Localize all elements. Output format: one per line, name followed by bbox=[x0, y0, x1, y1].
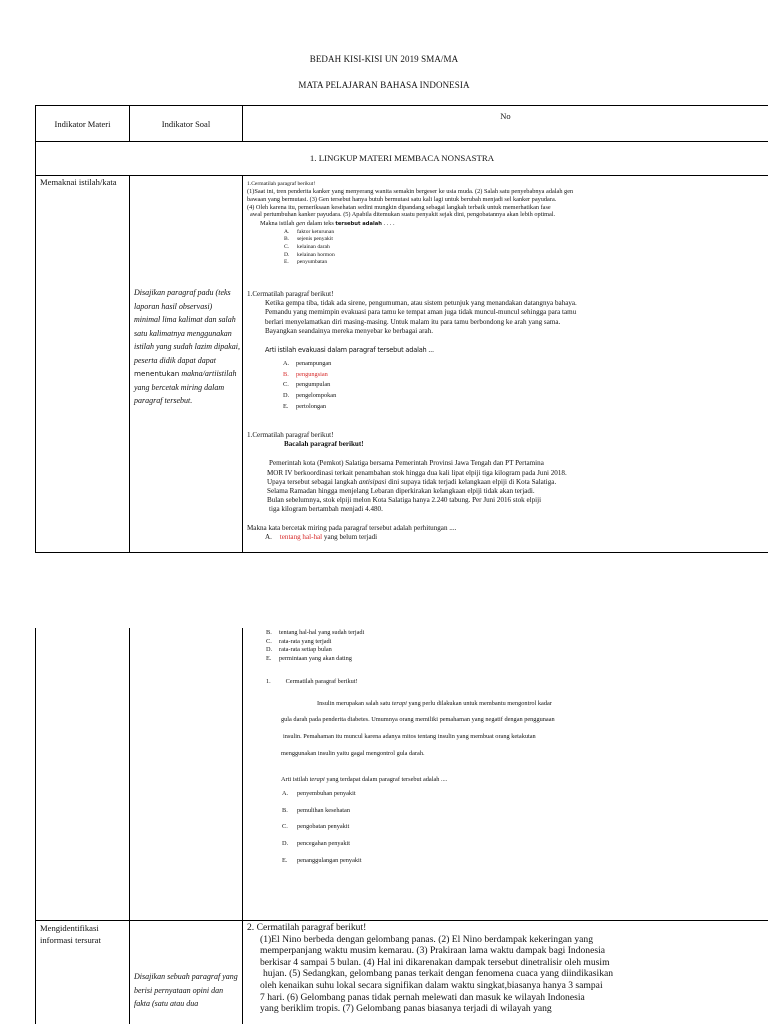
option: A. penyembuhan penyakit bbox=[282, 790, 356, 798]
question-block-1: 1.Cermatilah paragraf berikut! (1)Saat ini, tren penderita kanker yang menyerang wanita semakin bergeser ke usia muda. (2) Salah satu penyebabnya adalah gen bawaan yang bermutasi. (3) Gen tersebut hanya butuh bermutasi satu kali lagi untuk berubah menjadi sel kanker payudara. (4) Oleh karena itu, pemeriksaan kesehatan sedini mungkin dipandang sebagai langkah terbaik untuk memerhatikan fase awal pertumbuhan kanker payudara. (5) Apabila ditemukan suatu penyakit sejak dini, pengobatannya akan lebih optimal. Makna istilah gen dalam teks tersebut adalah . . . . A. faktor keturunan B. sejenis penyakit C. kelainan darah D. kelainan hormon E. penyumbatan bbox=[247, 181, 765, 267]
column-header-no: No bbox=[500, 111, 511, 121]
option: B. pemulihan kesehatan bbox=[282, 806, 350, 814]
column-header-indikator-materi: Indikator Materi bbox=[54, 119, 111, 129]
option: E. pertolongan bbox=[283, 402, 327, 410]
section-heading: 1. LINGKUP MATERI MEMBACA NONSASTRA bbox=[309, 153, 495, 163]
document-title: BEDAH KISI-KISI UN 2019 SMA/MA bbox=[309, 54, 459, 64]
option: D. pengelompokan bbox=[283, 392, 337, 399]
option: B. sejenis penyakit bbox=[284, 236, 333, 243]
document-subtitle: MATA PELAJARAN BAHASA INDONESIA bbox=[298, 80, 470, 90]
question-block-2: 1.Cermatilah paragraf berikut! Ketika gempa tiba, tidak ada sirene, pengumuman, atau sistem petunjuk yang menandakan datangnya bahaya. Pemandu yang memimpin evakuasi para tamu ke tempat aman juga tidak muncul-muncul sehingga para tamu berlari menyelamatkan diri masing-masing. Untuk malam itu para tamu berbondong ke arah yang sama. Bayangkan seandainya mereka menyebar ke berbagai arah. Arti istilah evakuasi dalam paragraf tersebut adalah ... A. penampungan B. pengungsian C. pengumpulan D. pengelompokan E. pertolongan bbox=[247, 290, 765, 412]
question-block-4: 1. Cermatilah paragraf berikut! Insulin merupakan salah satu terapi yang perlu dilakukan untuk membantu mengontrol kadar gula darah pada penderita diabetes. Umumnya orang memiliki pemahaman yang negatif dengan penggunaan insulin. Pemahaman itu muncul karena adanya mitos tentang insulin yang membuat orang ketakutan menggunakan insulin yaitu gagal mengontrol gula darah. Arti istilah terapi yang terdapat dalam paragraf tersebut adalah .... A. penyembuhan penyakit B. pemulihan kesehatan C. pengobatan penyakit D. pencegahan penyakit E. penanggulangan penyakit bbox=[266, 678, 766, 869]
indikator-soal-cell: Disajikan paragraf padu (teks laporan hasil observasi) minimal lima kalimat dan salah satu kalimatnya menggunakan istilah yang sudah lazim dipakai, peserta didik dapat dapat menentukan makna/artiistilah yang bercetak miring dalam paragraf tersebut. bbox=[134, 288, 240, 405]
option: C. rata-rata yang terjadi bbox=[266, 637, 332, 645]
indikator-soal-cell-2: Disajikan sebuah paragraf yang berisi pernyataan opini dan fakta (satu atau dua bbox=[134, 972, 238, 1008]
answer-options-4 bbox=[266, 786, 766, 869]
answer-options-3 bbox=[266, 629, 566, 663]
option: B. tentang hal-hal yang sudah terjadi bbox=[266, 629, 365, 636]
option: C. pengumpulan bbox=[283, 381, 331, 389]
option: D. rata-rata setiap bulan bbox=[266, 646, 332, 654]
option: C. pengobatan penyakit bbox=[282, 823, 350, 831]
question-block-5: 2. Cermatilah paragraf berikut! (1)El Nino berbeda dengan gelombang panas. (2) El Nino berdampak kekeringan yang memperpanjang waktu musim kemarau. (3) Prakiraan lama waktu dampak bagi Indonesia berkisar 4 sampai 5 bulan. (4) Hal ini dikarenakan dampak tersebut dinetralisir oleh musim hujan. (5) Sedangkan, gelombang panas terkait dengan fenomena cuaca yang diindikasikan oleh kenaikan suhu lokal secara signifikan dalam waktu singkat,biasanya hanya 3 sampai 7 hari. (6) Gelombang panas tidak pernah melewati dan masuk ke wilayah Indonesia yang beriklim tropis. (7) Gelombang panas biasanya terjadi di wilayah yang bbox=[247, 922, 614, 1015]
option-correct: B. pengungsian bbox=[283, 370, 328, 378]
column-header-indikator-soal: Indikator Soal bbox=[161, 119, 211, 129]
option: E. penyumbatan bbox=[284, 259, 328, 266]
answer-options-1 bbox=[247, 229, 765, 267]
option: C. kelainan darah bbox=[284, 243, 330, 250]
option: A. penampungan bbox=[283, 360, 332, 368]
indikator-materi-cell: Memaknai istilah/kata bbox=[40, 177, 117, 187]
option: D. pencegahan penyakit bbox=[282, 840, 350, 847]
indikator-materi-cell-2: Mengidentifikasi informasi tersurat bbox=[40, 923, 101, 945]
answer-options-2 bbox=[247, 359, 765, 412]
option: A. faktor keturunan bbox=[284, 228, 335, 235]
question-block-3: 1.Cermatilah paragraf berikut! Bacalah paragraf berikut! Pemerintah kota (Pemkot) Salatiga bersama Pemerintah Provinsi Jawa Tengah dan PT Pertamina MOR IV berkoordinasi terkait penambahan stok hingga dua kali lipat elpiji tiga kilogram pada Juni 2018. Upaya tersebut sebagai langkah antisipasi dini supaya tidak terjadi kelangkaan elpiji di Kota Salatiga. Selama Ramadan hingga menjelang Lebaran diperkirakan kelangkaan elpiji tidak akan terjadi. Bulan sebelumnya, stok elpiji melon Kota Salatiga hanya 2.240 tabung. Per Juni 2016 stok elpiji tiga kilogram bertambah menjadi 4.480. Makna kata bercetak miring pada paragraf tersebut adalah perhitungan .... A. tentang hal-hal yang belum terjadi bbox=[247, 431, 765, 542]
option: E. permintaan yang akan dating bbox=[266, 654, 352, 662]
option: D. kelainan hormon bbox=[284, 251, 335, 258]
option: A. tentang hal-hal yang belum terjadi bbox=[265, 532, 378, 541]
option: E. penanggulangan penyakit bbox=[282, 856, 362, 864]
